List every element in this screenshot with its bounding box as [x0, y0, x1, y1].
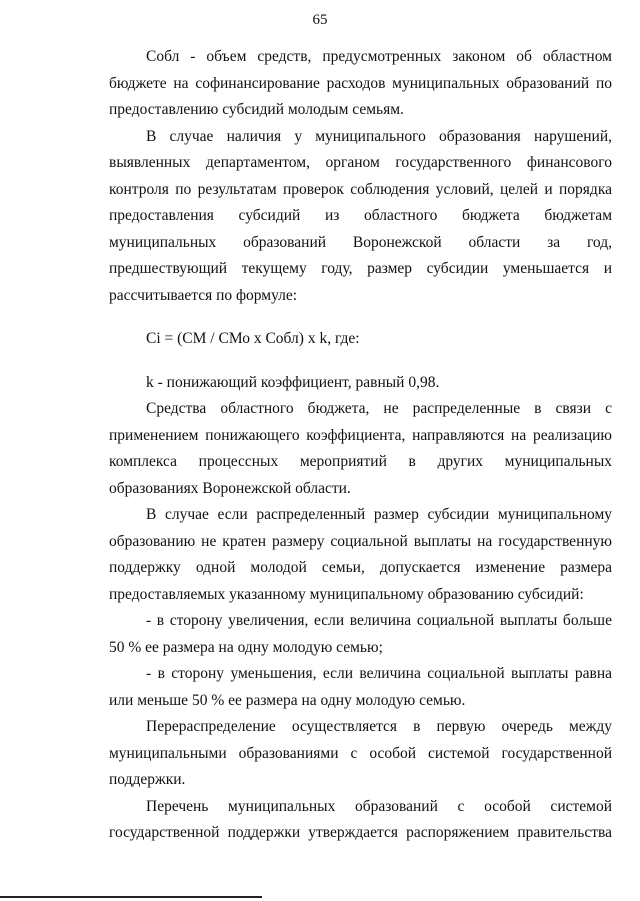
list-item-decrease: - в сторону уменьшения, если величина социальной выплаты равна или меньше 50 % ее размера на одну молодую семью. [109, 665, 612, 709]
paragraph-violation-case: В случае наличия у муниципального образования нарушений, выявленных департаментом, органом государственного финансового контроля по результатам проверок соблюдения условий, целей и порядка предоставления субсидий из областного бюджета бюджетам муниципальных образований Воронежской области за год, предшествующий текущему году, размер субсидии уменьшается и рассчитывается по формуле: [109, 127, 612, 304]
list-item-increase: - в сторону увеличения, если величина социальной выплаты больше 50 % ее размера на одну молодую семью; [109, 612, 612, 656]
page-number: 65 [312, 12, 328, 28]
footer-rule [0, 896, 262, 898]
paragraph-list-approval: Перечень муниципальных образований с особой системой государственной поддержки утверждается распоряжением правительства [109, 797, 612, 841]
paragraph-undistributed-funds: Средства областного бюджета, не распределенные в связи с применением понижающего коэффициента, направляются на реализацию комплекса процессных мероприятий в других муниципальных образованиях Воронежской области. [109, 400, 612, 497]
coefficient-definition: k - понижающий коэффициент, равный 0,98. [146, 373, 440, 391]
document-body [109, 44, 612, 847]
paragraph-not-multiple: В случае если распределенный размер субсидии муниципальному образованию не кратен размеру социальной выплаты на государственную поддержку одной молодой семьи, допускается изменение размера предоставляемых указанному муниципальному образованию субсидий: [109, 506, 612, 603]
paragraph-sobl-definition: Собл - объем средств, предусмотренных законом об областном бюджете на софинансирование расходов муниципальных образований по предоставлению субсидий молодым семьям. [109, 48, 612, 118]
spacer [109, 353, 612, 370]
spacer [109, 309, 612, 326]
paragraph-redistribution: Перераспределение осуществляется в первую очередь между муниципальными образованиями с особой системой государственной поддержки. [109, 718, 612, 788]
formula: Ci = (СМ / СМо х Собл) х k, где: [146, 330, 360, 347]
